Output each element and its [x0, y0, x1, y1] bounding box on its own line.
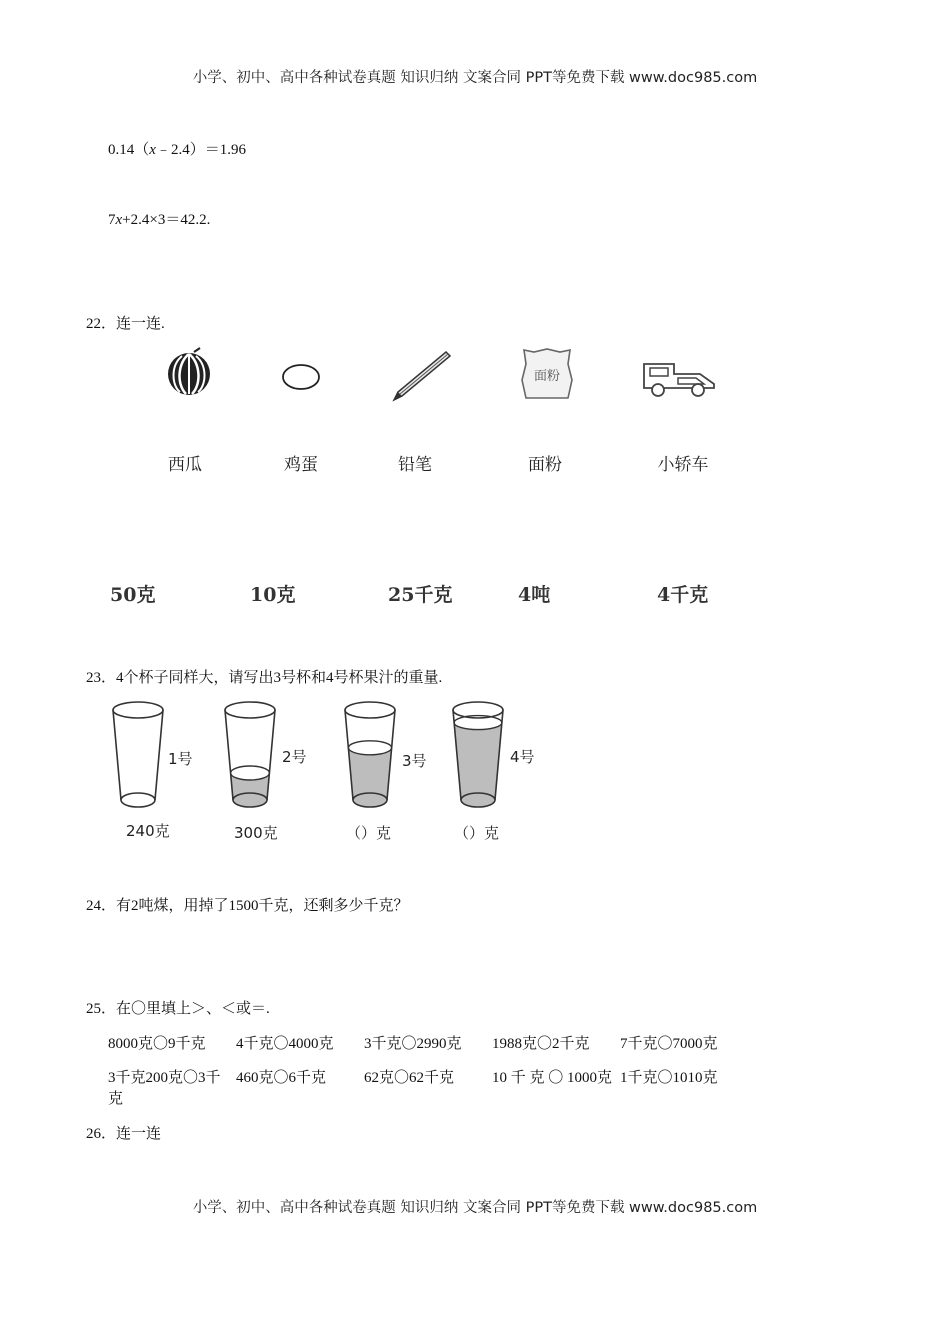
watermelon-icon [164, 346, 216, 398]
equation-1-prefix: 0.14（ [108, 142, 150, 158]
compare-r2-c2: 460克〇6千克 [236, 1070, 327, 1086]
pencil-icon [388, 348, 452, 404]
page-footer: 小学、初中、高中各种试卷真题 知识归纳 文案合同 PPT等免费下载 www.doc985.com [192, 1200, 758, 1216]
cup-3-rim [345, 702, 395, 718]
compare-r1-c5: 7千克〇7000克 [620, 1036, 718, 1052]
equation-2-prefix: 7 [108, 212, 116, 228]
equation-1-variable: x [149, 142, 156, 158]
equation-2-suffix: +2.4×3＝42.2. [122, 212, 211, 228]
cup-4-weight: （）克 [454, 824, 500, 842]
weight-option-3: 25千克 [388, 584, 453, 606]
compare-r1-c1: 8000克〇9千克 [108, 1036, 206, 1052]
flour-bag-icon [518, 346, 576, 402]
page-header: 小学、初中、高中各种试卷真题 知识归纳 文案合同 PPT等免费下载 www.doc985.com [192, 70, 758, 86]
question-24-title: 24．有2吨煤，用掉了1500千克，还剩多少千克？ [86, 898, 409, 914]
equation-2-variable: x [115, 212, 123, 228]
cup-4-label: 4号 [510, 748, 535, 766]
item-label-pencil: 铅笔 [398, 455, 432, 475]
compare-r2-c5: 1千克〇1010克 [620, 1070, 718, 1086]
weight-option-4: 4吨 [518, 584, 551, 606]
equation-1-suffix: ﹣2.4）＝1.96 [155, 142, 246, 158]
cup-4 [453, 702, 503, 807]
cup-2-juice-surface [231, 766, 270, 780]
flour-bag-text: 面粉 [533, 369, 561, 384]
cup-2 [225, 702, 275, 807]
cup-3 [345, 702, 395, 807]
compare-r1-c4: 1988克〇2千克 [492, 1036, 590, 1052]
compare-r2-c1: 3千克200克〇3千克 [108, 1070, 221, 1107]
equation-2 [108, 208, 210, 229]
cup-1-rim [113, 702, 163, 718]
compare-r2-c3: 62克〇62千克 [364, 1070, 455, 1086]
car-icon [640, 354, 718, 400]
cup-1 [113, 702, 163, 807]
cup-1-label: 1号 [168, 750, 193, 768]
cup-1-weight: 240克 [126, 822, 170, 840]
weight-option-2: 10克 [250, 584, 296, 606]
item-label-flour: 面粉 [528, 455, 562, 475]
question-25-title: 25．在〇里填上＞、＜或＝. [86, 1001, 270, 1017]
weight-option-1: 50克 [110, 584, 156, 606]
cup-3-juice-surface [348, 741, 391, 755]
item-label-car: 小轿车 [657, 455, 709, 475]
question-26-title: 26．连一连 [86, 1126, 162, 1142]
cup-1-sides [113, 710, 163, 800]
compare-r2-c4: 10 千 克 〇 1000克 [492, 1070, 613, 1086]
cup-2-rim [225, 702, 275, 718]
equation-1 [108, 138, 246, 159]
cup-1-base [121, 793, 155, 807]
weight-option-5: 4千克 [657, 584, 709, 606]
question-22-title: 22．连一连. [86, 316, 165, 332]
item-label-egg: 鸡蛋 [284, 455, 318, 475]
cup-3-juice [348, 748, 391, 807]
cup-3-weight: （）克 [346, 824, 392, 842]
egg-icon [280, 362, 322, 392]
compare-r1-c2: 4千克〇4000克 [236, 1036, 334, 1052]
item-label-watermelon: 西瓜 [168, 455, 202, 475]
cup-2-label: 2号 [282, 748, 307, 766]
cup-3-label: 3号 [402, 752, 427, 770]
cup-2-weight: 300克 [234, 824, 278, 842]
question-23-title: 23．4个杯子同样大，请写出3号杯和4号杯果汁的重量. [86, 670, 443, 686]
compare-r1-c3: 3千克〇2990克 [364, 1036, 462, 1052]
